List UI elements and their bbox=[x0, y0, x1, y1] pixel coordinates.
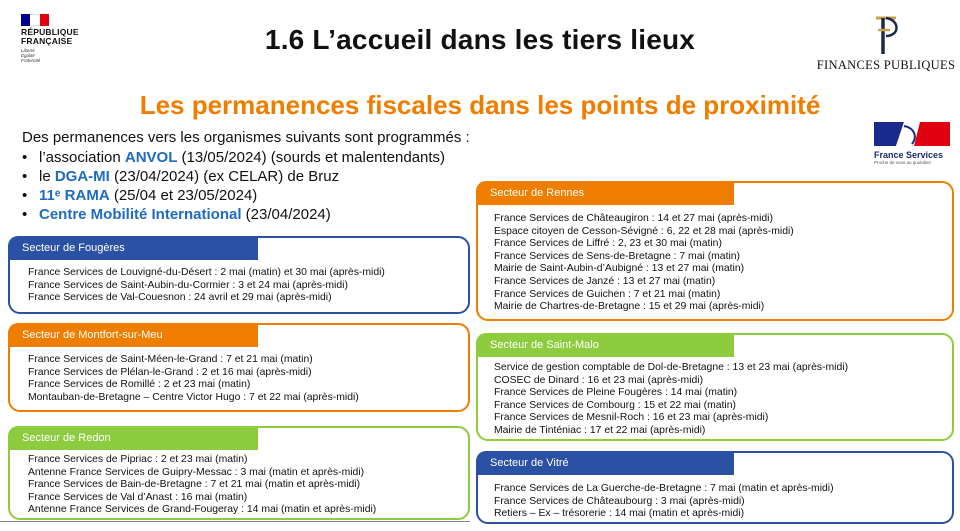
sector-vitre bbox=[476, 451, 954, 524]
list-item: Retiers – Ex – trésorerie : 14 mai (matin et après-midi) bbox=[494, 508, 745, 520]
fp-monogram-icon bbox=[866, 14, 906, 56]
list-item: France Services de La Guerche-de-Bretagne : 7 mai (matin et après-midi) bbox=[494, 483, 834, 494]
list-item: Antenne France Services de Grand-Fougeray : 14 mai (matin et après-midi) bbox=[28, 504, 377, 516]
list-item: COSEC de Dinard : 16 et 23 mai (après-midi) bbox=[494, 374, 704, 386]
list-item: France Services de Pleine Fougères : 14 mai (matin) bbox=[494, 387, 738, 399]
list-item: France Services de Châteaugiron : 14 et 27 mai (après-midi) bbox=[494, 213, 773, 224]
sector-lines bbox=[494, 362, 848, 438]
list-item: France Services de Mesnil-Roch : 16 et 23 mai (après-midi) bbox=[494, 412, 769, 424]
list-item: France Services de Sens-de-Bretagne : 7 mai (matin) bbox=[494, 250, 741, 262]
list-item: Montauban-de-Bretagne – Centre Victor Hugo : 7 et 22 mai (après-midi) bbox=[28, 391, 359, 403]
sector-montfort bbox=[8, 323, 470, 412]
list-item: France Services de Pipriac : 2 et 23 mai (matin) bbox=[28, 454, 248, 465]
fp-name: FINANCES PUBLIQUES bbox=[816, 58, 956, 72]
sector-lines bbox=[494, 213, 794, 314]
list-item: Antenne France Services de Guipry-Messac : 3 mai (matin et après-midi) bbox=[28, 466, 365, 478]
list-item: France Services de Liffré : 2, 23 et 30 mai (matin) bbox=[494, 238, 722, 250]
fs-tagline: Proche de vous au quotidien bbox=[874, 160, 932, 165]
list-item: France Services de Bain-de-Bretagne : 7 et 21 mai (matin et après-midi) bbox=[28, 479, 361, 491]
sector-lines bbox=[494, 483, 834, 521]
intro-text: Des permanences vers les organismes suivants sont programmés : bbox=[22, 129, 470, 146]
list-item: Mairie de Chartres-de-Bretagne : 15 et 29 mai (après-midi) bbox=[494, 301, 765, 313]
sector-lines bbox=[28, 267, 385, 305]
list-item: France Services de Saint-Méen-le-Grand : 7 et 21 mai (matin) bbox=[28, 354, 313, 365]
organisms-list bbox=[22, 148, 445, 224]
sector-redon bbox=[8, 426, 470, 520]
list-item: France Services de Val d’Anast : 16 mai (matin) bbox=[28, 491, 248, 503]
list-item: France Services de Plélan-le-Grand : 2 et 16 mai (après-midi) bbox=[28, 366, 312, 378]
list-item: Espace citoyen de Cesson-Sévigné : 6, 22 et 28 mai (après-midi) bbox=[494, 225, 794, 237]
list-item: Mairie de Saint-Aubin-d’Aubigné : 13 et 27 mai (matin) bbox=[494, 263, 745, 275]
list-item: • l’association ANVOL (13/05/2024) (sourds et malentendants) bbox=[22, 148, 445, 167]
france-services-logo bbox=[874, 120, 954, 165]
list-item: Mairie de Tinténiac : 17 et 22 mai (après-midi) bbox=[494, 424, 706, 436]
list-item: France Services de Guichen : 7 et 21 mai (matin) bbox=[494, 288, 721, 300]
page-title: 1.6 L’accueil dans les tiers lieux bbox=[264, 24, 696, 55]
list-item: France Services de Combourg : 15 et 22 mai (matin) bbox=[494, 399, 736, 411]
fs-name: France Services bbox=[874, 150, 944, 160]
sector-lines bbox=[28, 454, 376, 517]
sector-title: Secteur de Saint-Malo bbox=[476, 333, 734, 357]
divider bbox=[0, 521, 470, 522]
list-item: France Services de Val-Couesnon : 24 avril et 29 mai (après-midi) bbox=[28, 292, 332, 304]
sector-title: Secteur de Montfort-sur-Meu bbox=[8, 323, 258, 347]
sector-lines bbox=[28, 354, 359, 404]
sector-title: Secteur de Redon bbox=[8, 426, 258, 450]
sector-fougeres bbox=[8, 236, 470, 314]
list-item: • 11ᵉ RAMA (25/04 et 23/05/2024) bbox=[22, 186, 445, 205]
sector-title: Secteur de Fougères bbox=[8, 236, 258, 260]
sector-title: Secteur de Rennes bbox=[476, 181, 734, 205]
sector-saint-malo bbox=[476, 333, 954, 441]
list-item: France Services de Saint-Aubin-du-Cormier : 3 et 24 mai (après-midi) bbox=[28, 279, 348, 291]
rf-name: RÉPUBLIQUE FRANÇAISE bbox=[21, 27, 79, 46]
france-services-marianne-icon bbox=[874, 120, 950, 148]
sector-title: Secteur de Vitré bbox=[476, 451, 734, 475]
page-subtitle: Les permanences fiscales dans les points de proximité bbox=[139, 90, 821, 120]
list-item: Service de gestion comptable de Dol-de-Bretagne : 13 et 23 mai (après-midi) bbox=[494, 362, 849, 373]
list-item: France Services de Romillé : 2 et 23 mai (matin) bbox=[28, 379, 251, 391]
list-item: • le DGA-MI (23/04/2024) (ex CELAR) de Bruz bbox=[22, 167, 445, 186]
rf-motto: Liberté Égalité Fraternité bbox=[21, 48, 41, 63]
list-item: France Services de Janzé : 13 et 27 mai (matin) bbox=[494, 275, 716, 287]
list-item: • Centre Mobilité International (23/04/2024) bbox=[22, 205, 445, 224]
finances-publiques-logo bbox=[816, 14, 956, 73]
sector-rennes bbox=[476, 181, 954, 321]
list-item: France Services de Châteaubourg : 3 mai (après-midi) bbox=[494, 495, 745, 507]
list-item: France Services de Louvigné-du-Désert : 2 mai (matin) et 30 mai (après-midi) bbox=[28, 267, 385, 278]
